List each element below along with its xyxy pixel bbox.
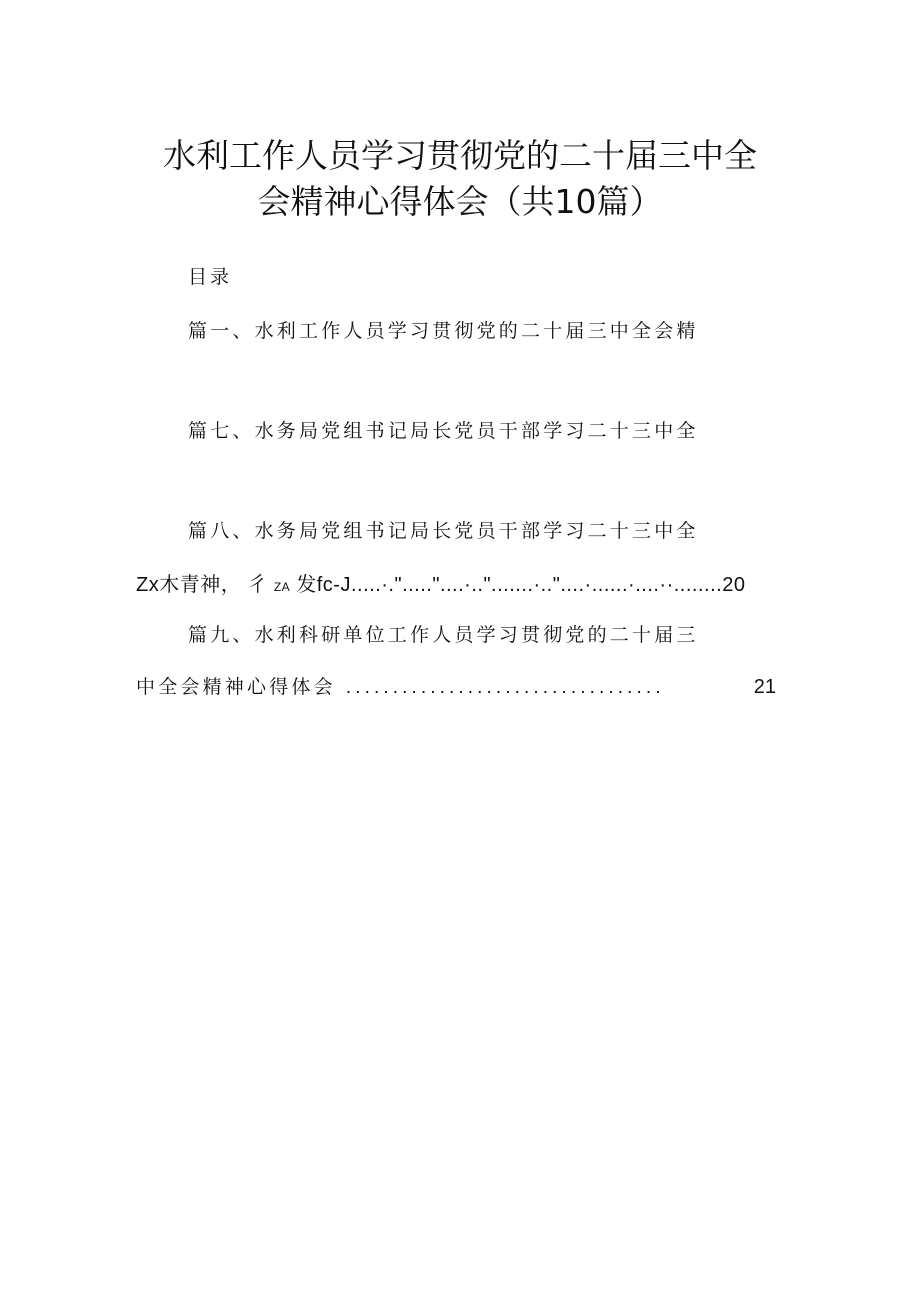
toc-item-8-text-c: ZA (273, 580, 291, 594)
toc-heading: 目录 (188, 266, 233, 288)
toc-item-8-text-d: 发fc-J.....·."....."....·..".......·.."....·......·....··........20 (296, 574, 746, 596)
toc-item-9[interactable]: 篇九、水利科研单位工作人员学习贯彻党的二十届三 (188, 624, 699, 646)
toc-item-8[interactable]: 篇八、水务局党组书记局长党员干部学习二十三中全 (188, 520, 699, 542)
toc-item-1[interactable]: 篇一、水利工作人员学习贯彻党的二十届三中全会精 (188, 320, 699, 342)
document-title-line-2: 会精神心得体会（共10篇） (257, 182, 663, 221)
toc-item-7[interactable]: 篇七、水务局党组书记局长党员干部学习二十三中全 (188, 420, 699, 442)
document-title-line-1: 水利工作人员学习贯彻党的二十届三中全 (163, 136, 757, 175)
toc-item-8-text-a: Zx木青神， (136, 574, 242, 596)
toc-item-9-text: 中全会精神心得体会 (136, 676, 336, 698)
toc-item-8-continuation[interactable] (136, 568, 745, 597)
toc-item-9-page-number: 21 (753, 676, 776, 698)
toc-item-9-leader-dots: .................................. (345, 677, 665, 698)
toc-item-9-continuation[interactable] (136, 672, 776, 699)
toc-item-8-text-b: 彳 (247, 574, 268, 596)
